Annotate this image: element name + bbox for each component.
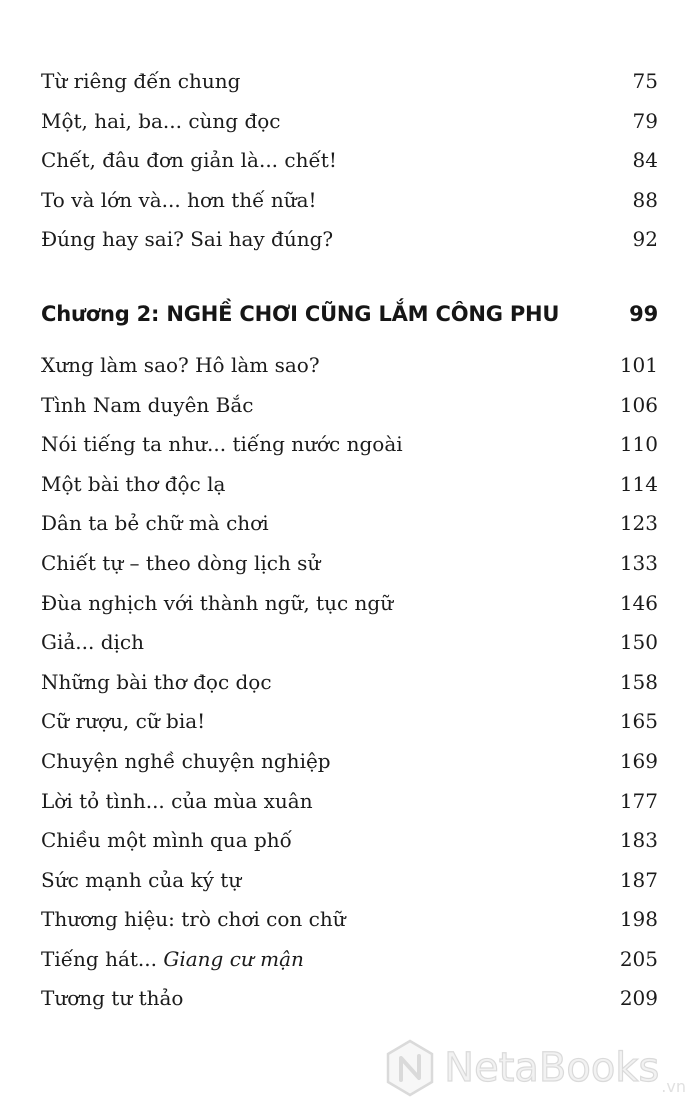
toc-entry — [41, 623, 658, 663]
toc-entry-title: Đùa nghịch với thành ngữ, tục ngữ — [41, 590, 394, 615]
toc-entry-title: To và lớn và... hơn thế nữa! — [41, 187, 317, 212]
toc-entry-title: Đúng hay sai? Sai hay đúng? — [41, 227, 334, 252]
toc-entry-page: 209 — [619, 986, 658, 1011]
toc-entry-page: 106 — [619, 392, 658, 417]
toc-entry — [41, 821, 658, 861]
toc-entry-page: 84 — [632, 148, 658, 173]
toc-entry — [41, 782, 658, 822]
toc-entry — [41, 663, 658, 703]
toc-entry-page: 177 — [619, 788, 658, 813]
toc-entry — [41, 900, 658, 940]
toc-entry — [41, 584, 658, 624]
toc-entry-page: 88 — [632, 187, 658, 212]
chapter-heading — [41, 294, 658, 334]
toc-entry — [41, 861, 658, 901]
toc-entry-title: Chuyện nghề chuyện nghiệp — [41, 748, 331, 773]
chapter-title: Chương 2: NGHỀ CHƠI CŨNG LẮM CÔNG PHU — [41, 301, 560, 326]
toc-entry-title: Chết, đâu đơn giản là... chết! — [41, 148, 337, 173]
toc-entry-title: Thương hiệu: trò chơi con chữ — [41, 907, 346, 932]
netabooks-logo-icon — [384, 1038, 436, 1098]
toc-entry-title: Sức mạnh của ký tự — [41, 867, 242, 892]
toc-entry-title: Tương tư thảo — [41, 986, 184, 1011]
toc-entry-page: 110 — [619, 432, 658, 457]
toc-entry-page: 75 — [632, 69, 658, 93]
toc-entry — [41, 504, 658, 544]
toc-entry-title: Dân ta bẻ chữ mà chơi — [41, 511, 269, 536]
watermark-brand: NetaBooks — [444, 1045, 660, 1091]
toc-entry-title: Từ riêng đến chung — [41, 69, 241, 93]
toc-entry-title: Lời tỏ tình... của mùa xuân — [41, 788, 313, 813]
toc-entry-page: 146 — [619, 590, 658, 615]
toc-entry-page: 123 — [619, 511, 658, 536]
toc-entry — [41, 62, 658, 102]
table-of-contents — [41, 62, 658, 1019]
toc-entry-title: Nói tiếng ta như... tiếng nước ngoài — [41, 432, 403, 457]
toc-entry — [41, 141, 658, 181]
toc-entry — [41, 979, 658, 1019]
toc-entry — [41, 102, 658, 142]
toc-entry-title: Tình Nam duyên Bắc — [41, 392, 254, 417]
toc-entry-page: 169 — [619, 748, 658, 773]
toc-entry — [41, 465, 658, 505]
toc-entry-page: 92 — [632, 227, 658, 252]
toc-entry — [41, 386, 658, 426]
watermark — [384, 1038, 686, 1098]
toc-entry-title-italic: Giang cư mận — [163, 946, 304, 971]
toc-entry — [41, 940, 658, 980]
toc-entry-title: Xưng làm sao? Hô làm sao? — [41, 352, 320, 377]
watermark-suffix: .vn — [661, 1077, 686, 1096]
toc-entry — [41, 425, 658, 465]
toc-entry-page: 165 — [619, 709, 658, 734]
toc-entry-page: 183 — [619, 828, 658, 853]
toc-entry — [41, 702, 658, 742]
toc-entry — [41, 544, 658, 584]
toc-entry-title: Giả... dịch — [41, 630, 145, 655]
chapter-page: 99 — [629, 301, 658, 326]
toc-entry-page: 198 — [619, 907, 658, 932]
toc-entry-page: 133 — [619, 550, 658, 575]
toc-entry — [41, 742, 658, 782]
toc-entry-page: 150 — [619, 630, 658, 655]
toc-entry-page: 158 — [619, 669, 658, 694]
toc-entry-page: 114 — [619, 471, 658, 496]
toc-entry-page: 79 — [632, 108, 658, 133]
toc-entry-title: Chiết tự – theo dòng lịch sử — [41, 550, 321, 575]
toc-entry-title: Một, hai, ba... cùng đọc — [41, 108, 281, 133]
toc-entry-title: Chiều một mình qua phố — [41, 828, 292, 853]
toc-entry-title-prefix: Tiếng hát... — [41, 946, 164, 971]
toc-entry-title: Những bài thơ đọc dọc — [41, 669, 272, 694]
toc-entry-title: Cữ rượu, cữ bia! — [41, 709, 206, 734]
toc-entry — [41, 346, 658, 386]
toc-entry-title: Một bài thơ độc lạ — [41, 471, 226, 496]
toc-entry — [41, 220, 658, 260]
toc-entry-page: 187 — [619, 867, 658, 892]
toc-entry-title — [41, 940, 304, 980]
toc-entry-page: 205 — [619, 946, 658, 971]
toc-entry — [41, 181, 658, 221]
toc-entry-page: 101 — [619, 352, 658, 377]
